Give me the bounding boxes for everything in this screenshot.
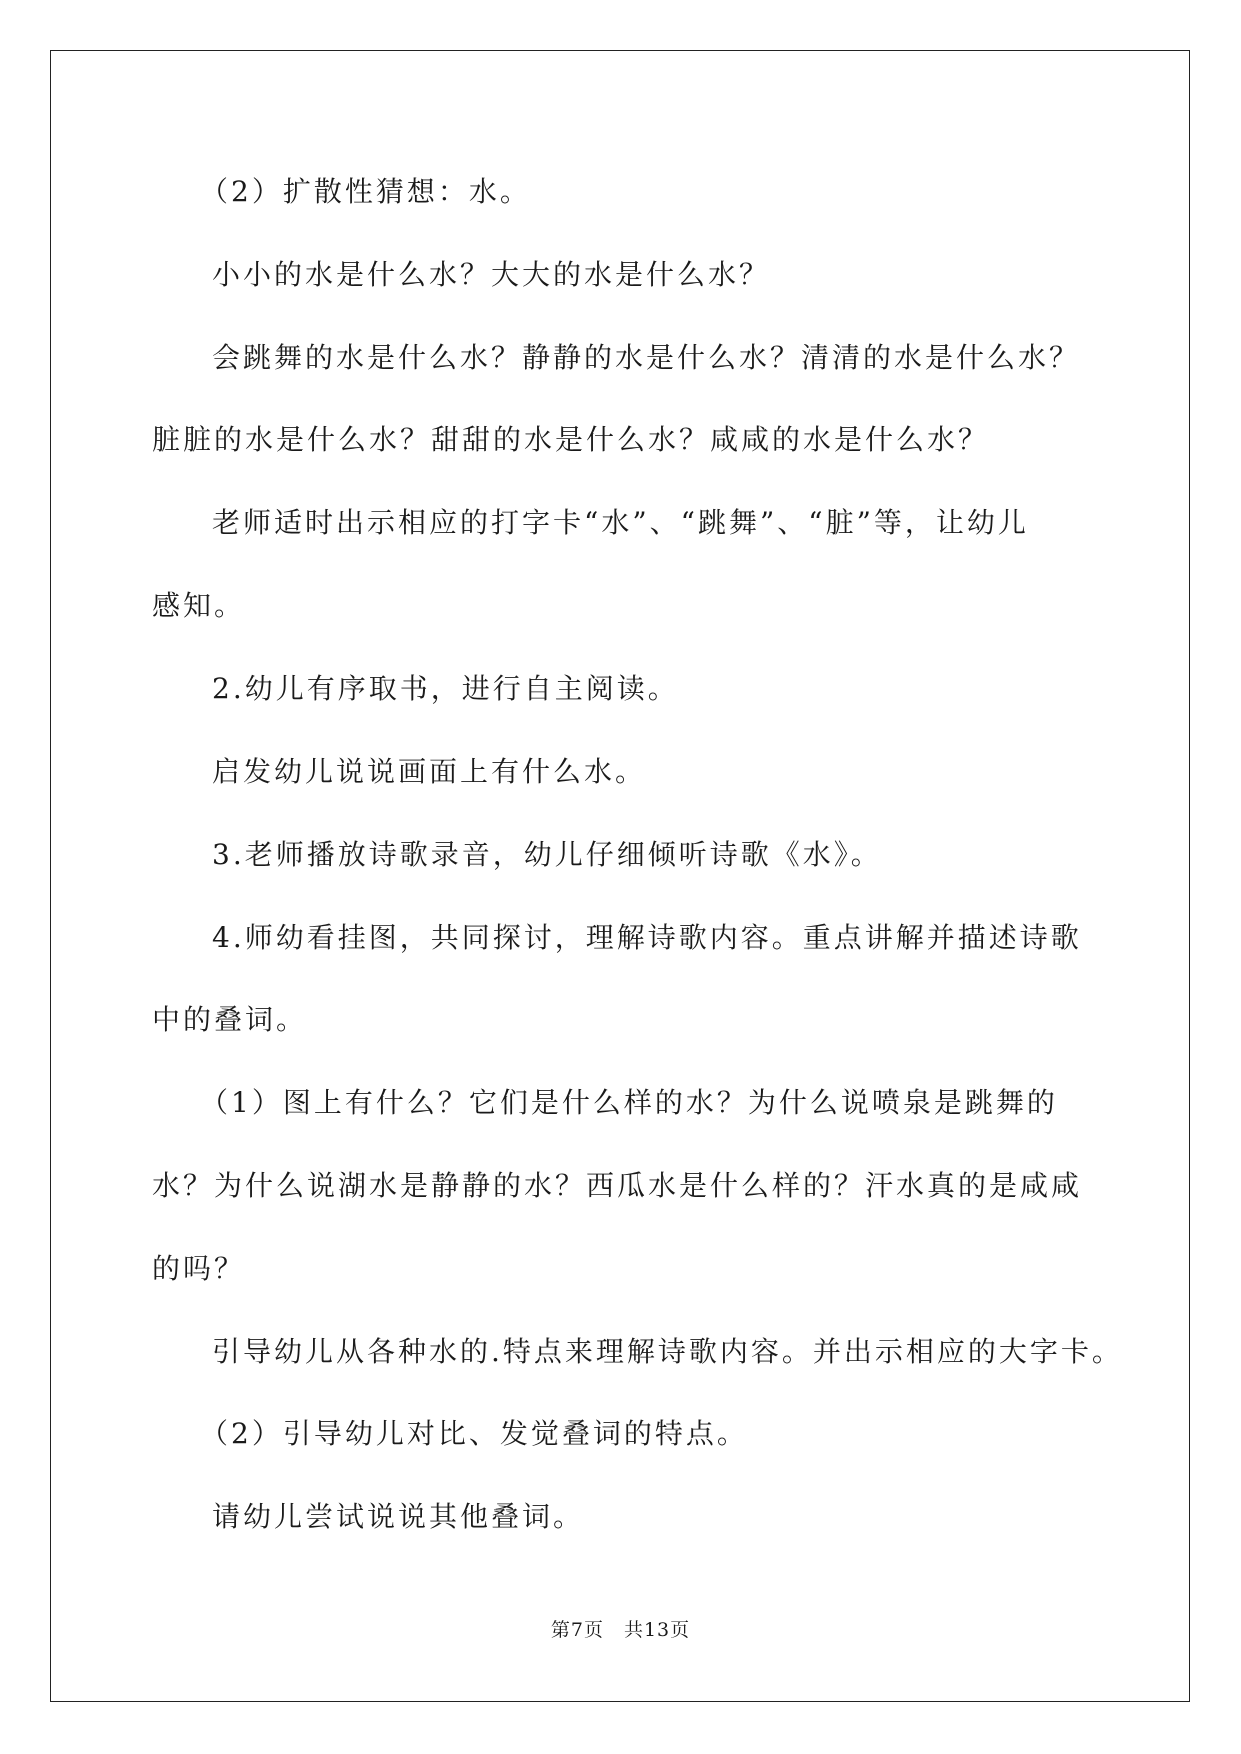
paragraph-line: 的吗？ [152, 1252, 246, 1285]
paragraph-line: 启发幼儿说说画面上有什么水。 [212, 755, 647, 788]
paragraph-line: 老师适时出示相应的打字卡“水”、“跳舞”、“脏”等，让幼儿 [212, 506, 1029, 539]
paragraph-line: （2）引导幼儿对比、发觉叠词的特点。 [200, 1417, 748, 1450]
paragraph-line: 会跳舞的水是什么水？静静的水是什么水？清清的水是什么水？ [212, 341, 1081, 374]
paragraph-line: 水？为什么说湖水是静静的水？西瓜水是什么样的？汗水真的是咸咸 [152, 1169, 1083, 1202]
paragraph-line: （2）扩散性猜想：水。 [200, 175, 531, 208]
paragraph-line: 3.老师播放诗歌录音，幼儿仔细倾听诗歌《水》。 [212, 838, 882, 871]
paragraph-line: 脏脏的水是什么水？甜甜的水是什么水？咸咸的水是什么水？ [152, 423, 990, 456]
paragraph-line: 2.幼儿有序取书，进行自主阅读。 [212, 672, 679, 705]
paragraph-line: 4.师幼看挂图，共同探讨，理解诗歌内容。重点讲解并描述诗歌 [212, 921, 1082, 954]
paragraph-line: 引导幼儿从各种水的.特点来理解诗歌内容。并出示相应的大字卡。 [212, 1335, 1123, 1368]
page-number-footer: 第7页 共13页 [550, 1619, 691, 1641]
paragraph-line: （1）图上有什么？它们是什么样的水？为什么说喷泉是跳舞的 [200, 1086, 1058, 1119]
page-border [50, 50, 1190, 1702]
paragraph-line: 请幼儿尝试说说其他叠词。 [212, 1500, 585, 1533]
paragraph-line: 小小的水是什么水？大大的水是什么水？ [212, 258, 771, 291]
paragraph-line: 中的叠词。 [152, 1003, 308, 1036]
paragraph-line: 感知。 [152, 589, 246, 622]
